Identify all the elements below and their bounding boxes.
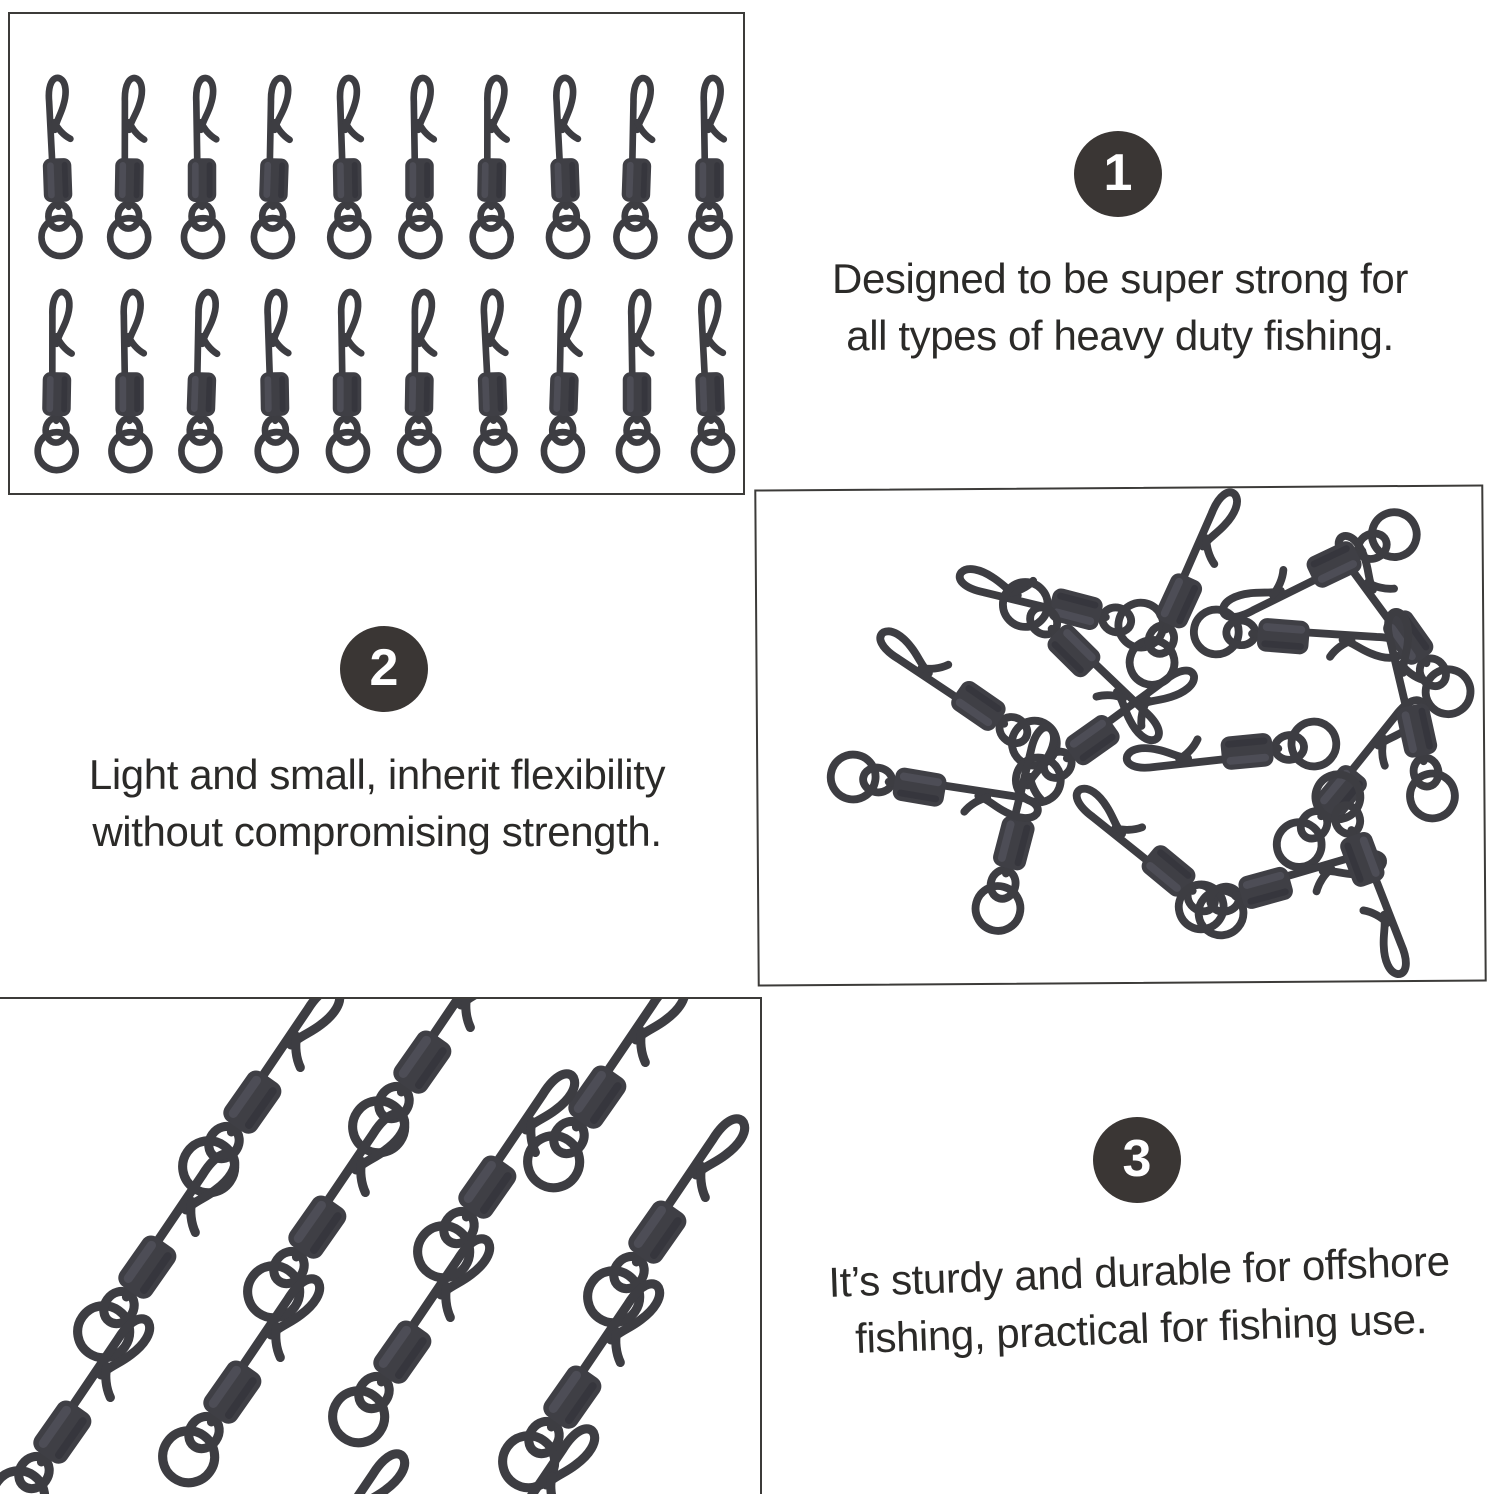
feature-2-text-line-1: Light and small, inherit flexibility (88, 751, 666, 798)
feature-1-text-line-1: Designed to be super strong for (832, 255, 1408, 302)
feature-3-text (798, 1231, 1482, 1369)
fishing-swivel-snap-icon (756, 486, 1484, 984)
feature-2-text-line-2: without compromising strength. (92, 808, 662, 855)
fishing-swivel-snap-icon (0, 999, 760, 1494)
swivel-diagonal-photo (0, 997, 762, 1494)
feature-3-number-badge (1093, 1117, 1181, 1203)
swivel-grid-photo (8, 12, 745, 495)
feature-3-text-line-1: It’s sturdy and durable for offshore (827, 1237, 1451, 1306)
feature-2-number-badge (340, 626, 428, 712)
feature-1-number-badge (1074, 131, 1162, 217)
feature-2-number: 2 (369, 639, 399, 697)
swivel-pile-photo (754, 484, 1486, 986)
feature-3-text-line-2: fishing, practical for fishing use. (854, 1295, 1428, 1362)
feature-2-text (37, 746, 717, 860)
feature-3-number: 3 (1122, 1130, 1152, 1188)
feature-1-number: 1 (1103, 144, 1133, 202)
fishing-swivel-snap-icon (10, 14, 743, 493)
feature-1-text (780, 250, 1460, 364)
feature-1-text-line-2: all types of heavy duty fishing. (846, 312, 1394, 359)
